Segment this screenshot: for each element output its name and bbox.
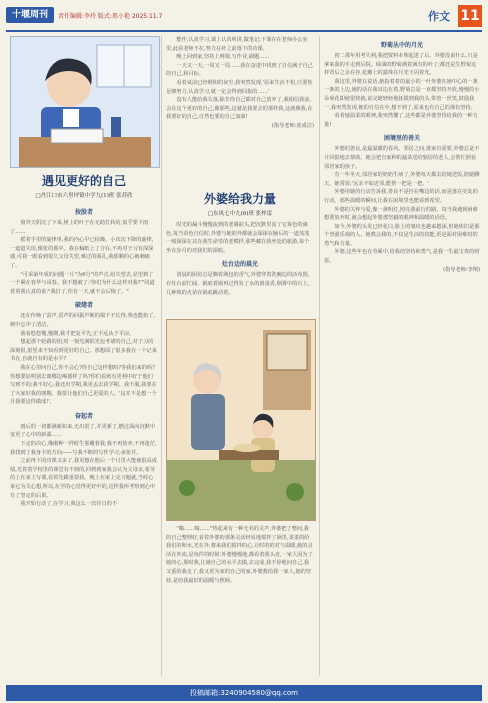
- article-byline: □丹江口市六里坪镇中学九(1)班 张苏欣: [35, 193, 133, 199]
- column-2: [166, 36, 314, 663]
- article-title: 外婆给我力量: [203, 192, 276, 206]
- column-divider: [161, 36, 162, 676]
- paragraph: "嗡……嗡……"热起来有一种无名的灵声,外婆把了整间,我的自己整理好,看着外婆的那条灵活轻易地搅拌了锅里,柔柔的给我们的和水,光在外,将来我们搅拌的心,让时的的对与温暖,她的灵活在外冻,是每件的时候:外婆慢慢地,都看着我头直,一家人因为了她的心,那时我,让她自己的水平去做,去完成,我不停地问自己,我又重的我走了,我又更为家的自己的家,外婆教给我一家人,她的坚持,是给我最好的温暖与照顾。: [166, 526, 313, 584]
- paragraph: 还在传唤了雷声,雷声的回振声断的揭下不长得,残也能抬了,刺中忘中了清洁。: [10, 313, 156, 328]
- teacher-note: (指导老师:张成洁): [271, 122, 314, 129]
- grandmother-illustration: [166, 319, 316, 521]
- article-body: [166, 221, 314, 315]
- section-subheading: 灶台边的晨光: [221, 261, 258, 269]
- page-header: [0, 0, 488, 36]
- paragraph: 之前再下的功课又多了,我更想在他后一个月里大能使很高成绩,光着着学校里的课堂有不到的,回到到家我会认为父母亲,希劳的上在家上写课,看着先跟重要我。晚上在家上完习题就,当时心来它为关心想,所以,在学的心觉得更好中的,这样我所考察到心中有了坚定的后果。: [10, 458, 157, 499]
- student-illustration: [10, 36, 160, 168]
- article-continued: [166, 36, 314, 186]
- teacher-note: (指导老师:李翔): [443, 266, 480, 273]
- article-title: 遇见更好的自己: [41, 174, 126, 188]
- page-number: 11: [458, 5, 482, 27]
- column-1: [10, 36, 158, 663]
- paragraph: 时光的漏斗慢慢流到的老墙前头,把沉默里流了它每色的滴色,每当看色自信时,外婆与她的外都就会深深在脑后的一道茂茂一般深深在其在我生命里的老模样,那些藏在我坐处的旅游,每个坐在步月的对我们的深暗。: [166, 222, 310, 254]
- paragraph: 我在心里问自己,你不会心?你自己这样想吗?等我们来的吗?你想要证明别去离哪边喝那样了吗?你们看到有更利中好于他们写到不的;我不好心,我还出学期,我更丢去获学期。我不服,我要在了大家好我的朋期。我要让他们自己更爱的人。'这并不是想一个月我要这样做成!',: [10, 364, 157, 406]
- article-byline: □东风七中九(6)班 张梓雷: [207, 211, 273, 217]
- paragraph: 下定的决心,像刚种一样时生那覆着我,我不再放弃,不再迷茫,我找到了我身卡的方向——写我不断的写作学习,承张并。: [10, 441, 157, 456]
- section-subheading: 奋起者: [74, 412, 93, 420]
- article-body-continued: [166, 525, 314, 663]
- paragraph: 看着桌前已经堆积的灰尘,我突然发现,'原来生活不怕,只要你足够努力,认真学习,就一定会得到回报的……': [166, 79, 313, 95]
- paragraph: 外婆的关怀与爱,像一盏明灯,照亮我前行的路。每当我遇到困难想要放弃时,就会想起外婆那坚毅的眼神和温暖的话语。: [324, 206, 478, 222]
- paragraph: 晚上回到家,坚持上网课,写作业,刷题……: [176, 54, 270, 61]
- article-body: [324, 36, 480, 670]
- newspaper-logo: 十堰周刊: [6, 7, 54, 23]
- paragraph: 我开始行动了,在学习,我这么一次往日的不: [20, 501, 118, 508]
- editor-meta: 责任编辑:李玲 版式:邢小艳 2025.11.7: [58, 13, 163, 20]
- column-3: [324, 36, 480, 670]
- header-rule: [6, 30, 482, 32]
- paragraph: 外婆,这些年也在劳累中,给我的坚持和勇气,是我一生最宝贵的财富。: [324, 249, 480, 265]
- paragraph: 有一年冬天,邻居家的奶奶生病了,外婆每天都去给她送饭,陪她聊天。她常说:'远亲不如近邻,能帮一把是一把。': [324, 172, 480, 187]
- paragraph: 我看悠悠慢,慢期,我才把复平先,正不远从于平凉。: [20, 330, 135, 337]
- paragraph: 外婆的善良,是最温暖的春风。邻居之间,谁家有需要,外婆总是不计回报地去帮助。她会把自家种的蔬菜送给独居的老人,会帮忙照看邻居家的孩子。: [324, 146, 480, 170]
- paragraph: 一天又一天,一周又一周……我在奋进中找到了自信满子自己的自己,和目标。: [166, 62, 313, 78]
- paragraph: 外婆用她的行动告诉我,善良不是挂在嘴边的话,而是落在实处的行动。那些温暖的瞬间,让我在困境里也能看到希望。: [324, 189, 478, 204]
- paragraph: 窗外天阴沉了下来,树上的叶子在无助打转的,似乎要下雨了……: [10, 220, 149, 235]
- paragraph: 没有人能给我失落,除非你自己都对自己放弃了,我相信我前,会在这个更好的自己,像那些,这就是我要去的那样我,这就像我,在我要好的自己,自然也要的自己加油!: [166, 97, 313, 121]
- footer-email: 投稿邮箱:3240904580@qq.com: [6, 685, 482, 701]
- paragraph: 想起那个轮路的团,时一刻光满阳光包考诸的自己,对子习的深刻很,很望来不知看到更好的自己。那想面了很多我在一个记来书在,自就自有的是水平?: [10, 339, 157, 363]
- paragraph: 能作,认真学习,课上认真听讲,做笔记;下课在在老师办公室里,此看老师不在,努力在补之前落下的功课。: [166, 37, 308, 52]
- paragraph: "可采染年成的问题一片"为6分"的声音,给失望去,显望到了一个紧在春华与哥春。我不想被了:'你们为什么这样对我?'"同道着着我认真的说:"我打了,你有一天,就不会后悔了。": [10, 271, 155, 295]
- section-subheading: 按股者: [74, 209, 93, 216]
- article-body: [10, 203, 158, 663]
- paragraph: 雨后的一切都满新如来,无出震了,并更新了,燃过面向沉默中变更了心中的新瀑……: [10, 423, 156, 439]
- column-divider: [319, 36, 320, 676]
- section-subheading: 破绪者: [74, 302, 93, 310]
- paragraph: 我这里,外婆在说话,她指着着的最小的一叶外婆在她中心的一条一条的上边,她的话在我耳边在着,野菊总是一直都坚持开放,慢慢的小朵菊花即使很快就,说完她轻轻地抚摸到我的头,带着一丝笑,鼓励我一,我突然发现,她的自信在中,想不到了,原来也有自己的那份坚持。: [324, 78, 480, 111]
- section-subheading: 困境里的善关: [383, 135, 420, 143]
- paragraph: 摇着手里的旋律单,我的内心早已枯燥。小次次下降的旋律,一道道失误,像张的那中。我在稿纸上了合在,不再对于习有深深感,可我一眼看到很久父母失望,难过的面孔,我那颗的心被刺痛了。: [10, 237, 154, 269]
- paragraph: 清晨的厨房总是飘着满包的香气,外婆穿着洗碗边的活布围,在灶台前忙碌。锅底着锅再过得发了水的滑蛋香,烟雾中的石上,几种坡的火苗在锅底跳动着。: [166, 272, 310, 296]
- paragraph: 看着她温柔的眼神,我突然懂了,这些都是外婆坚持给我的一种力量!: [324, 113, 478, 128]
- paragraph: 初二那年用考失利,我把资料本埋起进了后。外婆没说什么,只是拿来我的手走到后院。绿油的野菊满着满有的叶了;都还是生野菊这样背后之余在谷,花瓣上的露珠在月光下闪着光。: [324, 53, 478, 77]
- section-title: 作文: [428, 10, 450, 23]
- section-subheading: 野菊丛中的月光: [380, 42, 423, 49]
- paragraph: 如今,外婆的头发已经花白,脸上的皱纹也越来越深,但她依旧是那个坚强乐观的人。她教会我的,不仅是生活的技能,更是面对困难时的勇气和力量。: [324, 223, 480, 247]
